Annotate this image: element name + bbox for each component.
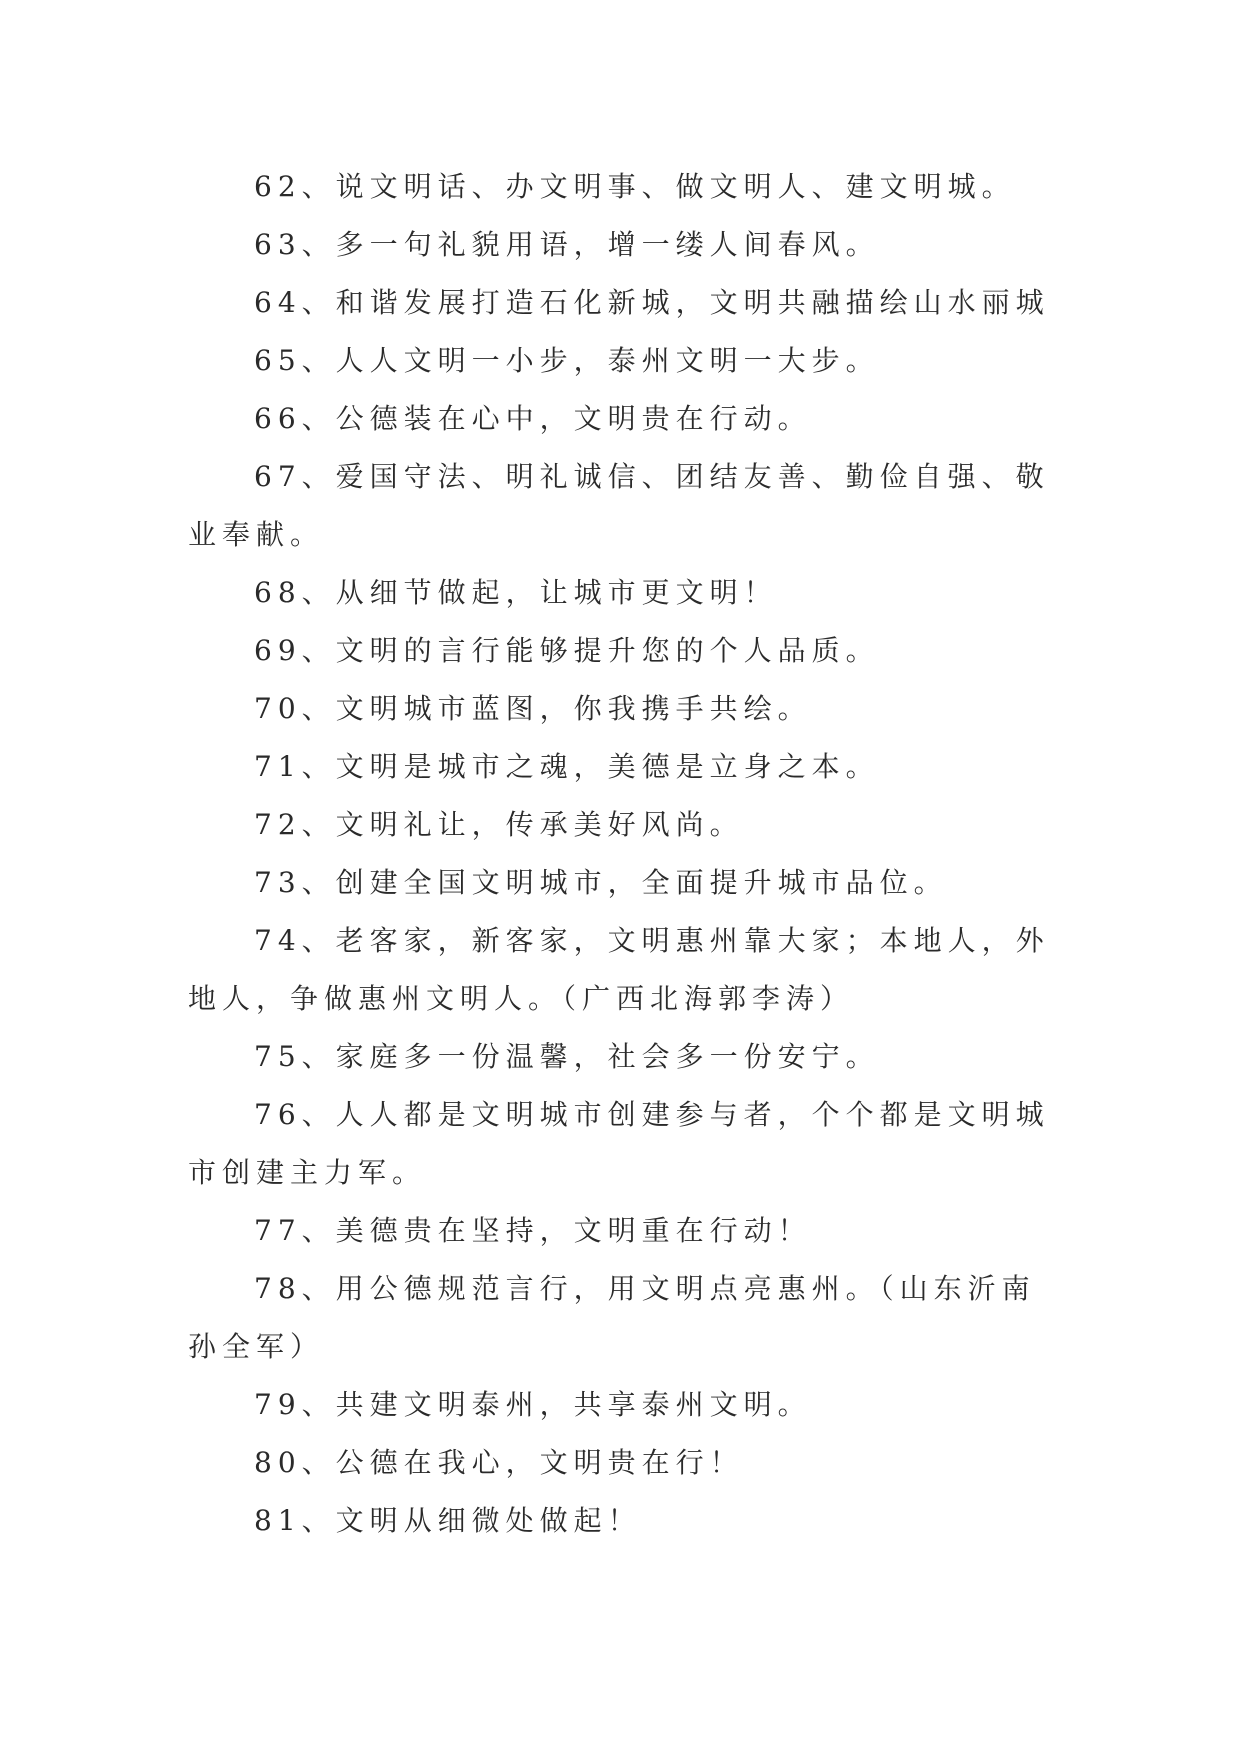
slogan-75: 75、家庭多一份温馨，社会多一份安宁。 xyxy=(254,1040,880,1073)
slogan-list xyxy=(188,158,1058,1550)
slogan-71: 71、文明是城市之魂，美德是立身之本。 xyxy=(254,750,880,783)
slogan-78: 78、用公德规范言行，用文明点亮惠州。（山东沂南孙全军） xyxy=(188,1272,1036,1363)
slogan-63: 63、多一句礼貌用语，增一缕人间春风。 xyxy=(254,228,880,261)
slogan-76: 76、人人都是文明城市创建参与者，个个都是文明城市创建主力军。 xyxy=(188,1098,1050,1189)
slogan-62: 62、说文明话、办文明事、做文明人、建文明城。 xyxy=(254,170,1016,203)
slogan-79: 79、共建文明泰州，共享泰州文明。 xyxy=(254,1388,812,1421)
slogan-66: 66、公德装在心中，文明贵在行动。 xyxy=(254,402,812,435)
slogan-73: 73、创建全国文明城市，全面提升城市品位。 xyxy=(254,866,948,899)
slogan-68: 68、从细节做起，让城市更文明！ xyxy=(254,576,778,609)
slogan-81: 81、文明从细微处做起！ xyxy=(254,1504,642,1537)
slogan-67: 67、爱国守法、明礼诚信、团结友善、勤俭自强、敬业奉献。 xyxy=(188,460,1050,551)
slogan-69: 69、文明的言行能够提升您的个人品质。 xyxy=(254,634,880,667)
slogan-70: 70、文明城市蓝图，你我携手共绘。 xyxy=(254,692,812,725)
slogan-65: 65、人人文明一小步，泰州文明一大步。 xyxy=(254,344,880,377)
slogan-80: 80、公德在我心，文明贵在行！ xyxy=(254,1446,744,1479)
slogan-72: 72、文明礼让，传承美好风尚。 xyxy=(254,808,744,841)
slogan-74: 74、老客家，新客家，文明惠州靠大家；本地人，外地人，争做惠州文明人。（广西北海郭李涛） xyxy=(188,924,1050,1015)
slogan-77: 77、美德贵在坚持，文明重在行动！ xyxy=(254,1214,812,1247)
slogan-64: 64、和谐发展打造石化新城，文明共融描绘山水丽城 xyxy=(254,286,1050,319)
